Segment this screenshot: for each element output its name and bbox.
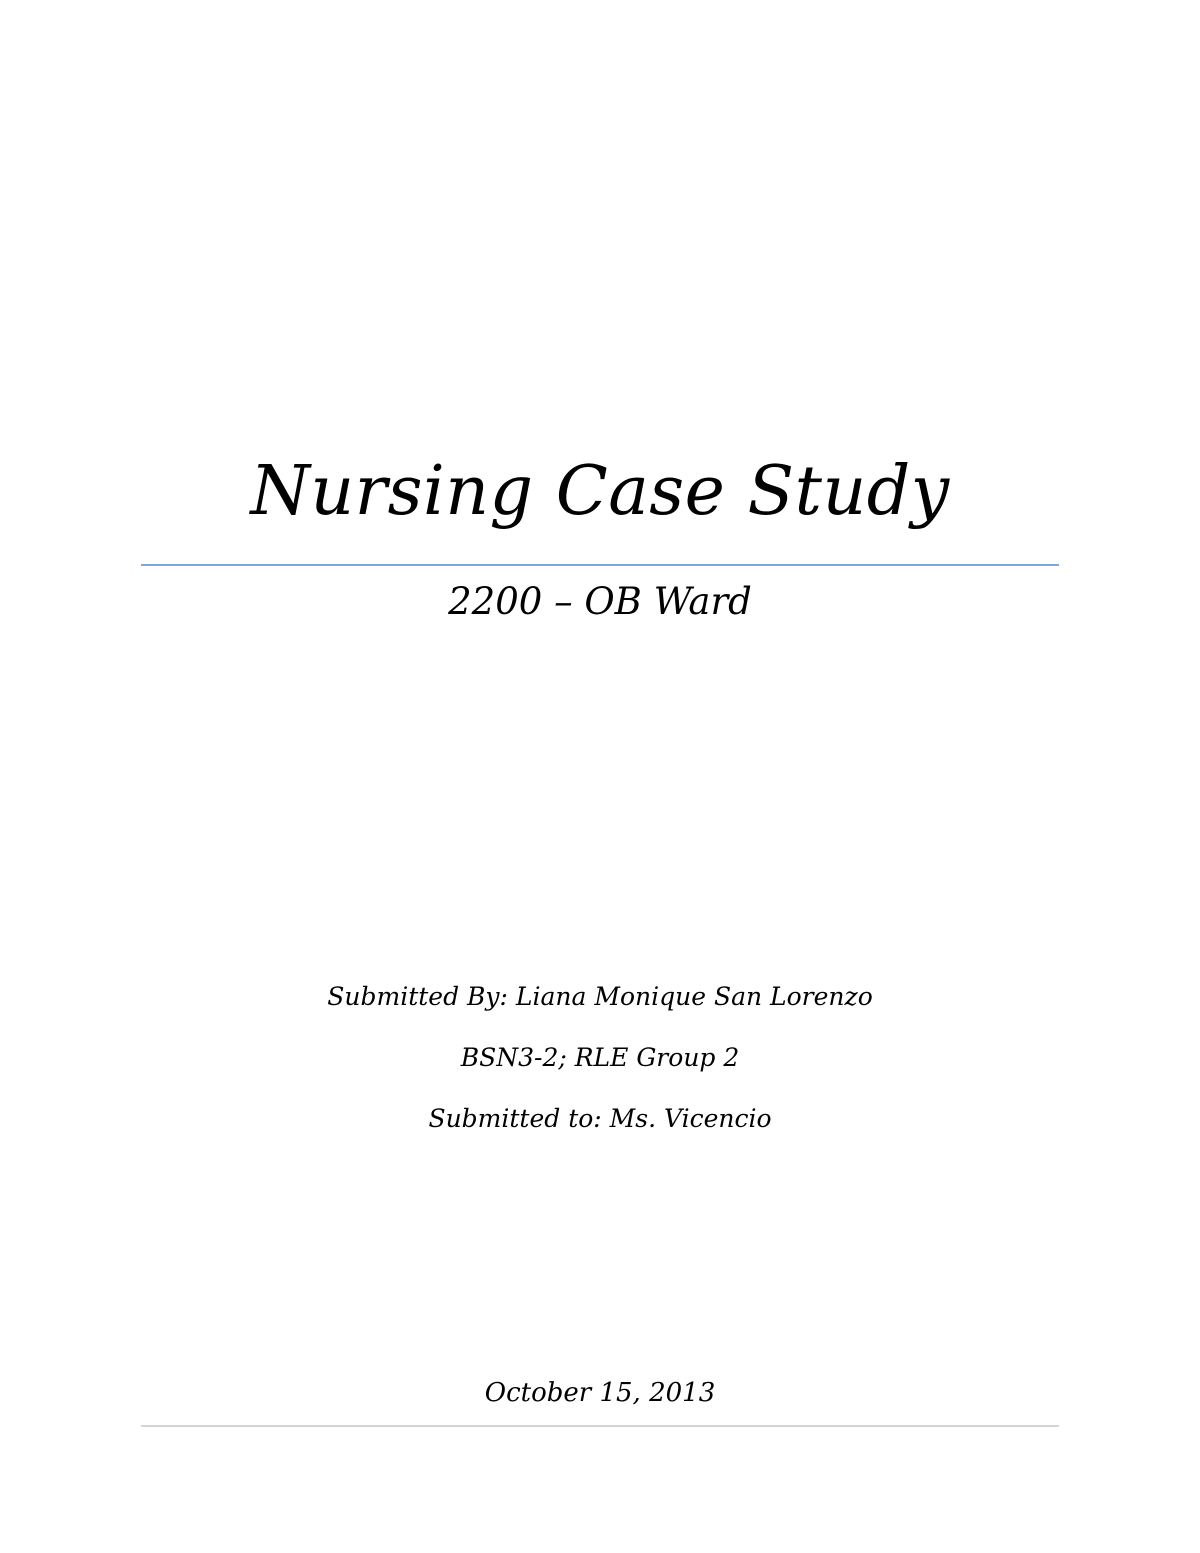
submission-date: October 15, 2013 <box>484 1378 716 1408</box>
document-subtitle: 2200 – OB Ward <box>448 580 752 623</box>
submitted-by-text: Submitted By: Liana Monique San Lorenzo <box>327 982 873 1011</box>
document-title: Nursing Case Study <box>250 452 950 531</box>
section-text: BSN3-2; RLE Group 2 <box>460 1043 740 1072</box>
title-divider <box>141 564 1059 566</box>
submitted-to-text: Submitted to: Ms. Vicencio <box>428 1104 772 1133</box>
footer-divider <box>141 1425 1059 1427</box>
